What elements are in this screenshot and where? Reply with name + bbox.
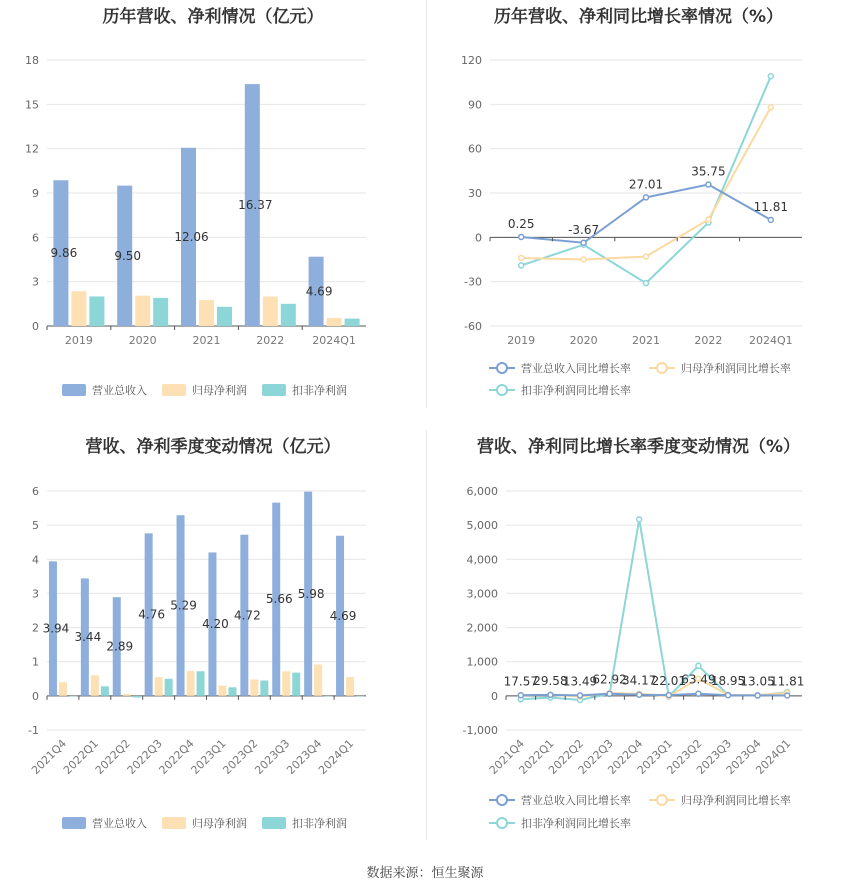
bar-1 xyxy=(199,300,214,326)
legend-swatch xyxy=(262,817,286,829)
data-label: 35.75 xyxy=(691,164,726,179)
data-label: 12.06 xyxy=(174,229,209,244)
legend-swatch xyxy=(62,384,86,396)
bar-1 xyxy=(123,694,131,696)
data-point xyxy=(644,281,649,286)
data-point xyxy=(519,263,524,268)
legend-marker xyxy=(497,795,507,805)
legend-label: 归母净利润同比增长率 xyxy=(681,362,791,375)
y-tick-label: -30 xyxy=(464,275,482,289)
x-tick-label: 2022Q2 xyxy=(546,736,587,777)
legend-label: 归母净利润 xyxy=(192,817,247,830)
chart-title: 历年营收、净利情况（亿元） xyxy=(102,7,324,27)
data-label: 16.37 xyxy=(238,198,273,213)
bar-1 xyxy=(91,675,99,695)
data-point xyxy=(706,182,711,187)
x-tick-label: 2022Q3 xyxy=(124,736,165,777)
x-tick-label: 2023Q2 xyxy=(664,736,705,777)
y-tick-label: -1 xyxy=(28,724,39,737)
y-tick-label: 3 xyxy=(32,275,39,289)
data-label: 22.01 xyxy=(651,674,686,689)
data-point xyxy=(578,693,583,698)
y-tick-label: 6,000 xyxy=(466,485,498,498)
data-label: 29.58 xyxy=(533,673,568,688)
legend-label: 扣非净利润 xyxy=(292,384,347,397)
bar-2 xyxy=(217,307,232,326)
annual-revenue-profit-panel xyxy=(0,0,426,420)
series-line-0 xyxy=(521,694,787,696)
legend-swatch xyxy=(162,817,186,829)
legend-label: 扣非净利润 xyxy=(292,817,347,830)
quarterly-line-chart xyxy=(427,430,850,850)
bar-2 xyxy=(324,696,332,697)
x-tick-label: 2024Q1 xyxy=(748,334,793,347)
x-tick-label: 2023Q1 xyxy=(634,736,675,777)
legend-marker xyxy=(497,385,507,395)
legend-label: 营业总收入 xyxy=(92,384,147,397)
x-tick-label: 2022Q1 xyxy=(516,736,557,777)
data-label: 17.57 xyxy=(503,674,538,689)
data-point xyxy=(696,691,701,696)
bar-2 xyxy=(356,696,364,697)
bar-1 xyxy=(187,671,195,696)
data-point xyxy=(785,693,790,698)
data-label: 4.69 xyxy=(329,608,357,623)
y-tick-label: 3 xyxy=(32,587,39,601)
x-tick-label: 2021 xyxy=(632,334,660,347)
legend-label: 归母净利润同比增长率 xyxy=(681,794,791,807)
data-label: 11.81 xyxy=(770,674,805,689)
x-tick-label: 2024Q1 xyxy=(312,334,356,347)
y-tick-label: 1,000 xyxy=(466,655,498,669)
data-label: 4.20 xyxy=(202,617,229,632)
annual-bar-chart xyxy=(0,0,426,420)
data-label: 3.44 xyxy=(74,630,102,645)
x-tick-label: 2022Q4 xyxy=(156,736,197,777)
bar-1 xyxy=(250,679,258,695)
chart-title: 营收、净利同比增长率季度变动情况（%） xyxy=(476,437,801,457)
y-tick-label: 0 xyxy=(32,689,39,703)
bar-1 xyxy=(135,296,150,326)
legend-label: 营业总收入 xyxy=(92,817,147,830)
legend-marker xyxy=(497,818,507,828)
data-point xyxy=(519,234,524,239)
y-tick-label: 120 xyxy=(461,54,482,67)
bar-1 xyxy=(263,296,278,326)
data-label: 62.92 xyxy=(592,672,627,687)
y-tick-label: 9 xyxy=(32,187,39,200)
chart-title: 历年营收、净利同比增长率情况（%） xyxy=(493,7,784,27)
y-tick-label: 18 xyxy=(25,54,39,67)
y-tick-label: 3,000 xyxy=(466,587,498,601)
annual-line-chart xyxy=(427,0,850,420)
data-label: 5.29 xyxy=(170,598,197,613)
x-tick-label: 2023Q4 xyxy=(284,736,325,777)
x-tick-label: 2023Q3 xyxy=(252,736,293,777)
data-point xyxy=(581,257,586,262)
x-tick-label: 2022 xyxy=(256,334,285,347)
data-label: 34.17 xyxy=(622,673,657,688)
x-tick-label: 2021 xyxy=(192,334,221,347)
x-tick-label: 2020 xyxy=(128,334,157,347)
data-point xyxy=(755,693,760,698)
data-label: 5.66 xyxy=(265,592,293,607)
x-tick-label: 2023Q2 xyxy=(220,736,261,777)
data-point xyxy=(726,693,731,698)
x-tick-label: 2022 xyxy=(694,334,723,347)
legend-swatch xyxy=(262,384,286,396)
data-point xyxy=(607,691,612,696)
data-label: 5.98 xyxy=(297,586,325,601)
legend-swatch xyxy=(162,384,186,396)
bar-2 xyxy=(133,696,141,698)
bar-1 xyxy=(346,677,354,696)
x-tick-label: 2023Q4 xyxy=(723,736,764,777)
y-tick-label: 90 xyxy=(468,98,482,112)
bar-2 xyxy=(89,296,104,326)
data-label: 18.95 xyxy=(710,674,746,689)
bar-1 xyxy=(218,686,226,696)
data-label: 4.69 xyxy=(305,284,333,299)
legend-label: 营业总收入同比增长率 xyxy=(521,794,631,807)
legend-marker xyxy=(497,363,507,373)
data-source: 数据来源：恒生聚源 xyxy=(366,866,484,881)
bar-2 xyxy=(345,319,360,326)
bar-2 xyxy=(197,671,205,696)
y-tick-label: 30 xyxy=(468,187,482,200)
legend-marker xyxy=(657,363,667,373)
y-tick-label: 0 xyxy=(32,320,39,333)
x-tick-label: 2020 xyxy=(569,334,598,347)
x-tick-label: 2022Q1 xyxy=(60,736,101,777)
x-tick-label: 2024Q1 xyxy=(753,736,794,777)
x-tick-label: 2023Q3 xyxy=(694,736,735,777)
data-label: 4.76 xyxy=(138,607,166,622)
x-tick-label: 2019 xyxy=(64,334,93,347)
y-tick-label: 60 xyxy=(468,142,482,156)
bar-2 xyxy=(228,687,236,696)
x-tick-label: 2023Q1 xyxy=(188,736,229,777)
quarterly-growth-panel xyxy=(427,430,850,850)
bar-2 xyxy=(101,686,109,696)
data-label: 11.81 xyxy=(753,199,788,214)
legend-marker xyxy=(657,795,667,805)
x-tick-label: 2019 xyxy=(507,334,536,347)
y-tick-label: 0 xyxy=(475,231,482,245)
data-point xyxy=(768,217,773,222)
x-tick-label: 2021Q4 xyxy=(486,736,527,777)
y-tick-label: 4 xyxy=(32,553,39,567)
bar-1 xyxy=(59,682,67,696)
data-point xyxy=(768,74,773,79)
bar-2 xyxy=(292,673,300,696)
data-label: 9.86 xyxy=(50,246,78,261)
annual-growth-panel xyxy=(427,0,850,420)
y-tick-label: -1,000 xyxy=(462,724,498,737)
bar-1 xyxy=(155,677,163,696)
y-tick-label: 0 xyxy=(491,689,498,703)
data-point xyxy=(637,517,642,522)
bar-2 xyxy=(260,680,268,695)
x-tick-label: 2022Q4 xyxy=(605,736,646,777)
data-point xyxy=(548,692,553,697)
data-point xyxy=(666,693,671,698)
x-tick-label: 2022Q2 xyxy=(92,736,133,777)
y-tick-label: 15 xyxy=(25,98,39,112)
data-point xyxy=(644,195,649,200)
data-label: 2.89 xyxy=(106,639,134,654)
data-point xyxy=(706,217,711,222)
data-label: 4.72 xyxy=(233,608,261,623)
data-label: 13.05 xyxy=(740,674,775,689)
legend-swatch xyxy=(62,817,86,829)
bar-2 xyxy=(281,304,296,326)
data-label: 3.94 xyxy=(42,621,70,636)
bar-2 xyxy=(165,679,173,696)
data-label: 13.49 xyxy=(562,674,598,689)
data-point xyxy=(637,692,642,697)
quarterly-bar-chart xyxy=(0,430,426,850)
data-point xyxy=(518,693,523,698)
data-label: -3.67 xyxy=(568,222,600,237)
data-label: 0.25 xyxy=(507,216,535,231)
bar-2 xyxy=(153,298,168,326)
legend-label: 扣非净利润同比增长率 xyxy=(521,817,631,830)
data-point xyxy=(581,240,586,245)
y-tick-label: -60 xyxy=(464,320,482,333)
y-tick-label: 5 xyxy=(32,519,39,533)
y-tick-label: 1 xyxy=(32,655,39,669)
y-tick-label: 12 xyxy=(25,142,39,156)
y-tick-label: 2,000 xyxy=(466,621,498,635)
data-point xyxy=(696,663,701,668)
quarterly-revenue-profit-panel xyxy=(0,430,426,850)
chart-title: 营收、净利季度变动情况（亿元） xyxy=(85,437,341,457)
x-tick-label: 2022Q3 xyxy=(575,736,616,777)
data-label: 27.01 xyxy=(628,177,664,192)
y-tick-label: 2 xyxy=(32,621,39,635)
y-tick-label: 6 xyxy=(32,231,39,245)
data-label: 63.49 xyxy=(681,672,716,687)
y-tick-label: 4,000 xyxy=(466,553,498,567)
bar-1 xyxy=(282,671,290,696)
bar-1 xyxy=(71,291,86,326)
data-point xyxy=(519,256,524,261)
data-point xyxy=(768,105,773,110)
legend-label: 营业总收入同比增长率 xyxy=(521,362,631,375)
legend-label: 扣非净利润同比增长率 xyxy=(521,384,631,397)
bar-2 xyxy=(69,696,77,697)
bar-1 xyxy=(327,318,342,326)
x-tick-label: 2021Q4 xyxy=(29,736,70,777)
bar-1 xyxy=(314,664,322,695)
data-label: 9.50 xyxy=(114,248,142,263)
y-tick-label: 5,000 xyxy=(466,519,498,533)
x-tick-label: 2024Q1 xyxy=(316,736,357,777)
legend-label: 归母净利润 xyxy=(192,384,247,397)
y-tick-label: 6 xyxy=(32,485,39,498)
data-point xyxy=(644,254,649,259)
